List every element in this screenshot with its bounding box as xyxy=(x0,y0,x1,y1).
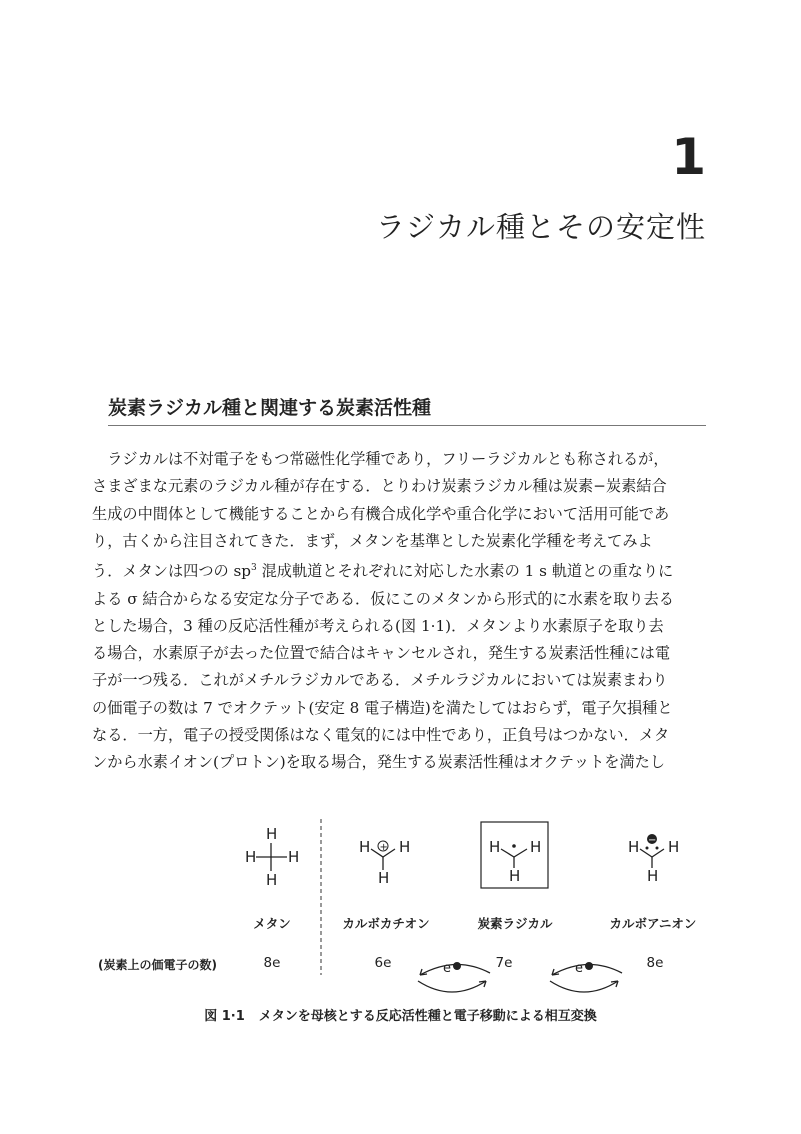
carbon-radical-structure xyxy=(481,822,548,888)
valence-row-label: (炭素上の価電子の数) xyxy=(98,958,217,972)
body-line: よる σ 結合からなる安定な分子である．仮にこのメタンから形式的に水素を取り去る xyxy=(92,589,674,608)
body-paragraph xyxy=(92,446,708,777)
arrow-curve xyxy=(418,981,486,992)
arrow-curve xyxy=(550,981,618,992)
electron-label: e xyxy=(443,961,451,976)
electron-label: e xyxy=(575,961,583,976)
carbocation-structure xyxy=(359,838,410,887)
electron-charge-icon xyxy=(453,962,461,970)
body-line: とした場合，3 種の反応活性種が考えられる(図 1·1)．メタンより水素原子を取り去 xyxy=(92,616,664,635)
hydrogen-atom: H xyxy=(378,869,390,887)
hydrogen-atom: H xyxy=(359,838,371,856)
section-heading: 炭素ラジカル種と関連する炭素活性種 xyxy=(108,396,706,426)
hydrogen-atom: H xyxy=(668,838,680,856)
valence-count-carbocation: 6e xyxy=(374,955,392,971)
species-label-carbocation: カルボカチオン xyxy=(342,916,430,931)
body-line: の価電子の数は 7 でオクテット(安定 8 電子構造)を満たしてはおらず，電子欠損種と xyxy=(92,698,673,717)
electron-transfer-left xyxy=(418,961,490,992)
superscript: 3 xyxy=(251,563,257,574)
hydrogen-atom: H xyxy=(530,838,542,856)
body-line: る場合，水素原子が去った位置で結合はキャンセルされ，発生する炭素活性種には電 xyxy=(92,644,671,663)
figure-caption-text: メタンを母核とする反応活性種と電子移動による相互変換 xyxy=(258,1009,597,1024)
body-line: ンから水素イオン(プロトン)を取る場合，発生する炭素活性種はオクテットを満たし xyxy=(92,753,666,772)
hydrogen-atom: H xyxy=(647,867,659,885)
chapter-title: ラジカル種とその安定性 xyxy=(375,210,706,244)
figure-caption xyxy=(0,1005,801,1024)
body-line: なる．一方，電子の授受関係はなく電気的には中性であり，正負号はつかない．メタ xyxy=(92,726,670,745)
body-line: り，古くから注目されてきた．まず，メタンを基準とした炭素化学種を考えてみよ xyxy=(92,531,653,550)
hydrogen-atom: H xyxy=(489,838,501,856)
hydrogen-atom: H xyxy=(628,838,640,856)
electron-charge-icon xyxy=(585,962,593,970)
figure-caption-number: 図 1·1 xyxy=(204,1009,245,1024)
methane-structure xyxy=(245,825,299,889)
figure-1-1 xyxy=(0,815,801,1035)
body-line xyxy=(92,555,708,585)
body-line: 生成の中間体として機能することから有機合成化学や重合化学において活用可能であ xyxy=(92,504,670,523)
valence-count-methane: 8e xyxy=(263,955,281,971)
hydrogen-atom: H xyxy=(399,838,411,856)
body-line: ラジカルは不対電子をもつ常磁性化学種であり，フリーラジカルとも称されるが， xyxy=(107,450,669,468)
bond xyxy=(640,849,664,857)
hydrogen-atom: H xyxy=(288,848,300,866)
body-line: さまざまな元素のラジカル種が存在する．とりわけ炭素ラジカル種は炭素−炭素結合 xyxy=(92,477,667,496)
electron-dot xyxy=(646,847,649,850)
plus-sign: + xyxy=(379,842,388,853)
species-label-carbanion: カルボアニオン xyxy=(609,916,697,931)
figure-diagram xyxy=(0,815,801,1005)
hydrogen-atom: H xyxy=(245,848,257,866)
hydrogen-atom: H xyxy=(266,825,278,843)
valence-count-carbanion: 8e xyxy=(646,955,664,971)
chapter-number: 1 xyxy=(671,128,706,186)
minus-sign: − xyxy=(648,835,657,846)
species-label-methane: メタン xyxy=(253,916,291,931)
hydrogen-atom: H xyxy=(266,871,278,889)
body-line-part: う．メタンは四つの sp xyxy=(92,562,252,581)
unpaired-electron-dot xyxy=(512,844,516,848)
body-line-part: 混成軌道とそれぞれに対応した水素の 1 s 軌道との重なりに xyxy=(256,562,674,581)
hydrogen-atom: H xyxy=(509,867,521,885)
body-line: 子が一つ残る．これがメチルラジカルである．メチルラジカルにおいては炭素まわり xyxy=(92,671,668,690)
electron-dot xyxy=(656,847,659,850)
electron-transfer-right xyxy=(550,961,622,992)
valence-count-carbon-radical: 7e xyxy=(495,955,513,971)
carbanion-structure xyxy=(628,834,679,885)
species-label-carbon-radical: 炭素ラジカル xyxy=(477,916,553,931)
bond xyxy=(501,849,527,857)
